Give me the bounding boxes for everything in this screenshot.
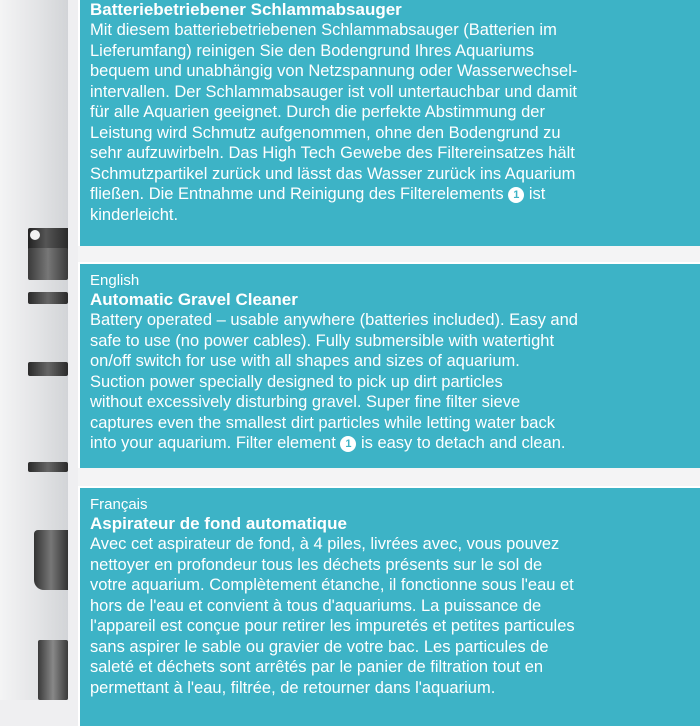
english-section: [78, 262, 700, 468]
german-body: [90, 20, 700, 225]
english-heading: Automatic Gravel Cleaner: [90, 290, 298, 309]
device-part: [38, 640, 68, 700]
device-part: [28, 362, 68, 376]
device-part: [28, 248, 68, 280]
device-part: [28, 462, 68, 472]
product-image-strip: [0, 0, 68, 700]
french-section: [78, 486, 700, 726]
english-language-label: English: [90, 272, 140, 289]
device-part: [28, 292, 68, 304]
french-body: Avec cet aspirateur de fond, à 4 piles, livrées avec, vous pouvez nettoyer en profondeur tous les déchets présents sur le sol de votre aquarium. Complètement étanche, il fonctionne sous l'eau et hors de l'eau et convient à tous d'aquariums. La puissance de l'appareil est conçue pour retirer les impuretés et petites particules sans aspirer le sable ou gravier de votre bac. Les particules de saleté et déchets sont arrêtés par le panier de filtration tout en permettant à l'eau, filtrée, de retourner dans l'aquarium.: [90, 535, 575, 697]
panel-divider: [78, 468, 700, 486]
panel-divider: [78, 246, 700, 262]
english-body-text: Battery operated – usable anywhere (batteries included). Easy and safe to use (no power cables). Fully submersible with watertight on/off switch for use with all shapes and sizes of aquarium. Suction power specially designed to pick up dirt particles without excessively disturbing gravel. Super fine filter sieve captures even the smallest dirt particles while letting water back into your aquarium. Filter element: [90, 311, 578, 452]
german-heading: Batteriebetriebener Schlammabsauger: [90, 0, 402, 19]
english-body: [90, 310, 700, 454]
filter-element-ref-badge: 1: [340, 436, 356, 452]
german-section: [78, 0, 700, 246]
english-body-end: is easy to detach and clean.: [356, 434, 566, 452]
french-language-label: Français: [90, 496, 148, 513]
device-part: [34, 530, 68, 590]
german-body-text: Mit diesem batteriebetriebenen Schlammabsauger (Batterien im Lieferumfang) reinigen Sie den Bodengrund Ihres Aquariums bequem und unabhängig von Netzspannung oder Wasserwechsel- intervallen. Der Schlammabsauger ist voll untertauchbar und damit für alle Aquarien geeignet. Durch die perfekte Abstimmung der Leistung wird Schmutz aufgenommen, ohne den Bodengrund zu sehr aufzuwirbeln. Das High Tech Gewebe des Filtereinsatzes hält Schmutzpartikel zurück und lässt das Wasser zurück ins Aquarium fließen. Die Entnahme und Reinigung des Filterelements: [90, 21, 578, 203]
french-heading: Aspirateur de fond automatique: [90, 514, 347, 533]
german-body-end: ist kinderleicht.: [90, 185, 546, 224]
filter-element-ref-badge: 1: [508, 187, 524, 203]
device-badge-icon: [30, 230, 40, 240]
